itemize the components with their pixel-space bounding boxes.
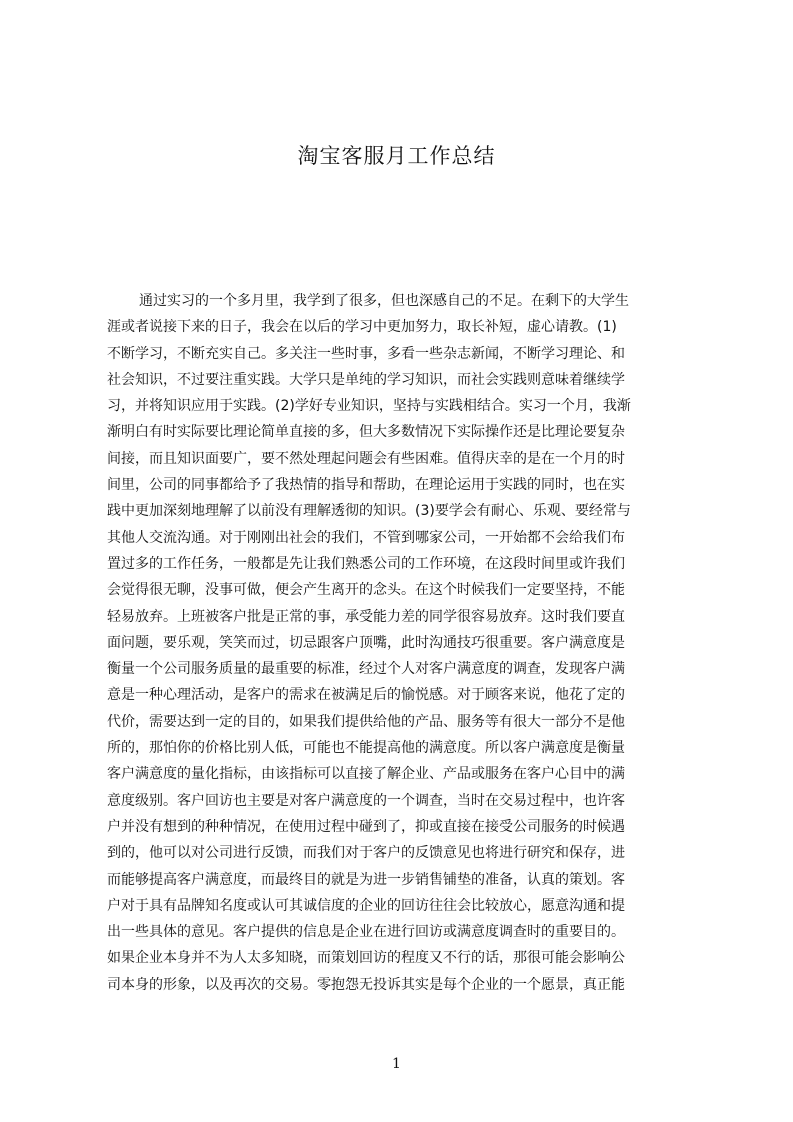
paragraph-line: 意度级别。客户回访也主要是对客户满意度的一个调查，当时在交易过程中，也许客 xyxy=(107,792,625,809)
paragraph-line: 置过多的工作任务，一般都是先让我们熟悉公司的工作环境，在这段时间里或许我们 xyxy=(107,555,625,572)
paragraph-line: 代价，需要达到一定的目的，如果我们提供给他的产品、服务等有很大一部分不是他 xyxy=(107,713,625,730)
paragraph-line: 轻易放弃。上班被客户批是正常的事，承受能力差的同学很容易放弃。这时我们要直 xyxy=(107,608,625,625)
paragraph-line: 践中更加深刻地理解了以前没有理解透彻的知识。(3)要学会有耐心、乐观、要经常与 xyxy=(107,503,631,520)
paragraph-line: 出一些具体的意见。客户提供的信息是企业在进行回访或满意度调查时的重要目的。 xyxy=(107,924,625,941)
paragraph-line: 其他人交流沟通。对于刚刚出社会的我们，不管到哪家公司，一开始都不会给我们布 xyxy=(107,529,625,546)
document-title: 淘宝客服月工作总结 xyxy=(297,144,496,168)
paragraph-line: 通过实习的一个多月里，我学到了很多，但也深感自己的不足。在剩下的大学生 xyxy=(139,293,629,309)
page-number: 1 xyxy=(392,1056,401,1072)
paragraph-line: 客户满意度的量化指标，由该指标可以直接了解企业、产品或服务在客户心目中的满 xyxy=(107,766,625,783)
paragraph-line: 如果企业本身并不为人太多知晓，而策划回访的程度又不行的话，那很可能会影响公 xyxy=(107,950,625,967)
paragraph-line: 意是一种心理活动，是客户的需求在被满足后的愉悦感。对于顾客来说，他花了定的 xyxy=(107,687,625,704)
paragraph-line: 所的，那怕你的价格比别人低，可能也不能提高他的满意度。所以客户满意度是衡量 xyxy=(107,740,625,757)
paragraph-line: 间里，公司的同事都给予了我热情的指导和帮助，在理论运用于实践的同时，也在实 xyxy=(107,477,625,494)
paragraph-line: 会觉得很无聊，没事可做，便会产生离开的念头。在这个时候我们一定要坚持，不能 xyxy=(107,582,625,599)
paragraph-line: 不断学习，不断充实自己。多关注一些时事，多看一些杂志新闻，不断学习理论、和 xyxy=(107,345,625,362)
paragraph-line: 涯或者说接下来的日子，我会在以后的学习中更加努力，取长补短，虚心请教。(1) xyxy=(107,319,617,336)
paragraph-line: 衡量一个公司服务质量的最重要的标准，经过个人对客户满意度的调查，发现客户满 xyxy=(107,661,625,678)
paragraph-line: 间接，而且知识面要广，要不然处理起问题会有些困难。值得庆幸的是在一个月的时 xyxy=(107,450,625,467)
paragraph-line: 习，并将知识应用于实践。(2)学好专业知识，坚持与实践相结合。实习一个月，我渐 xyxy=(107,398,631,415)
paragraph-line: 司本身的形象，以及再次的交易。零抱怨无投诉其实是每个企业的一个愿景，真正能 xyxy=(107,976,625,993)
paragraph-line: 而能够提高客户满意度，而最终目的就是为进一步销售铺垫的准备，认真的策划。客 xyxy=(107,871,625,888)
body-paragraph xyxy=(107,288,699,998)
paragraph-line: 到的，他可以对公司进行反馈，而我们对于客户的反馈意见也将进行研究和保存，进 xyxy=(107,845,625,862)
paragraph-line: 渐明白有时实际要比理论简单直接的多，但大多数情况下实际操作还是比理论要复杂 xyxy=(107,424,625,441)
paragraph-line: 户并没有想到的种种情况，在使用过程中碰到了，抑或直接在接受公司服务的时候遇 xyxy=(107,818,625,835)
paragraph-line: 户对于具有品牌知名度或认可其诚信度的企业的回访往往会比较放心，愿意沟通和提 xyxy=(107,897,625,914)
paragraph-line: 社会知识，不过要注重实践。大学只是单纯的学习知识，而社会实践则意味着继续学 xyxy=(107,371,625,388)
paragraph-line: 面问题，要乐观，笑笑而过，切忌跟客户顶嘴，此时沟通技巧很重要。客户满意度是 xyxy=(107,634,625,651)
